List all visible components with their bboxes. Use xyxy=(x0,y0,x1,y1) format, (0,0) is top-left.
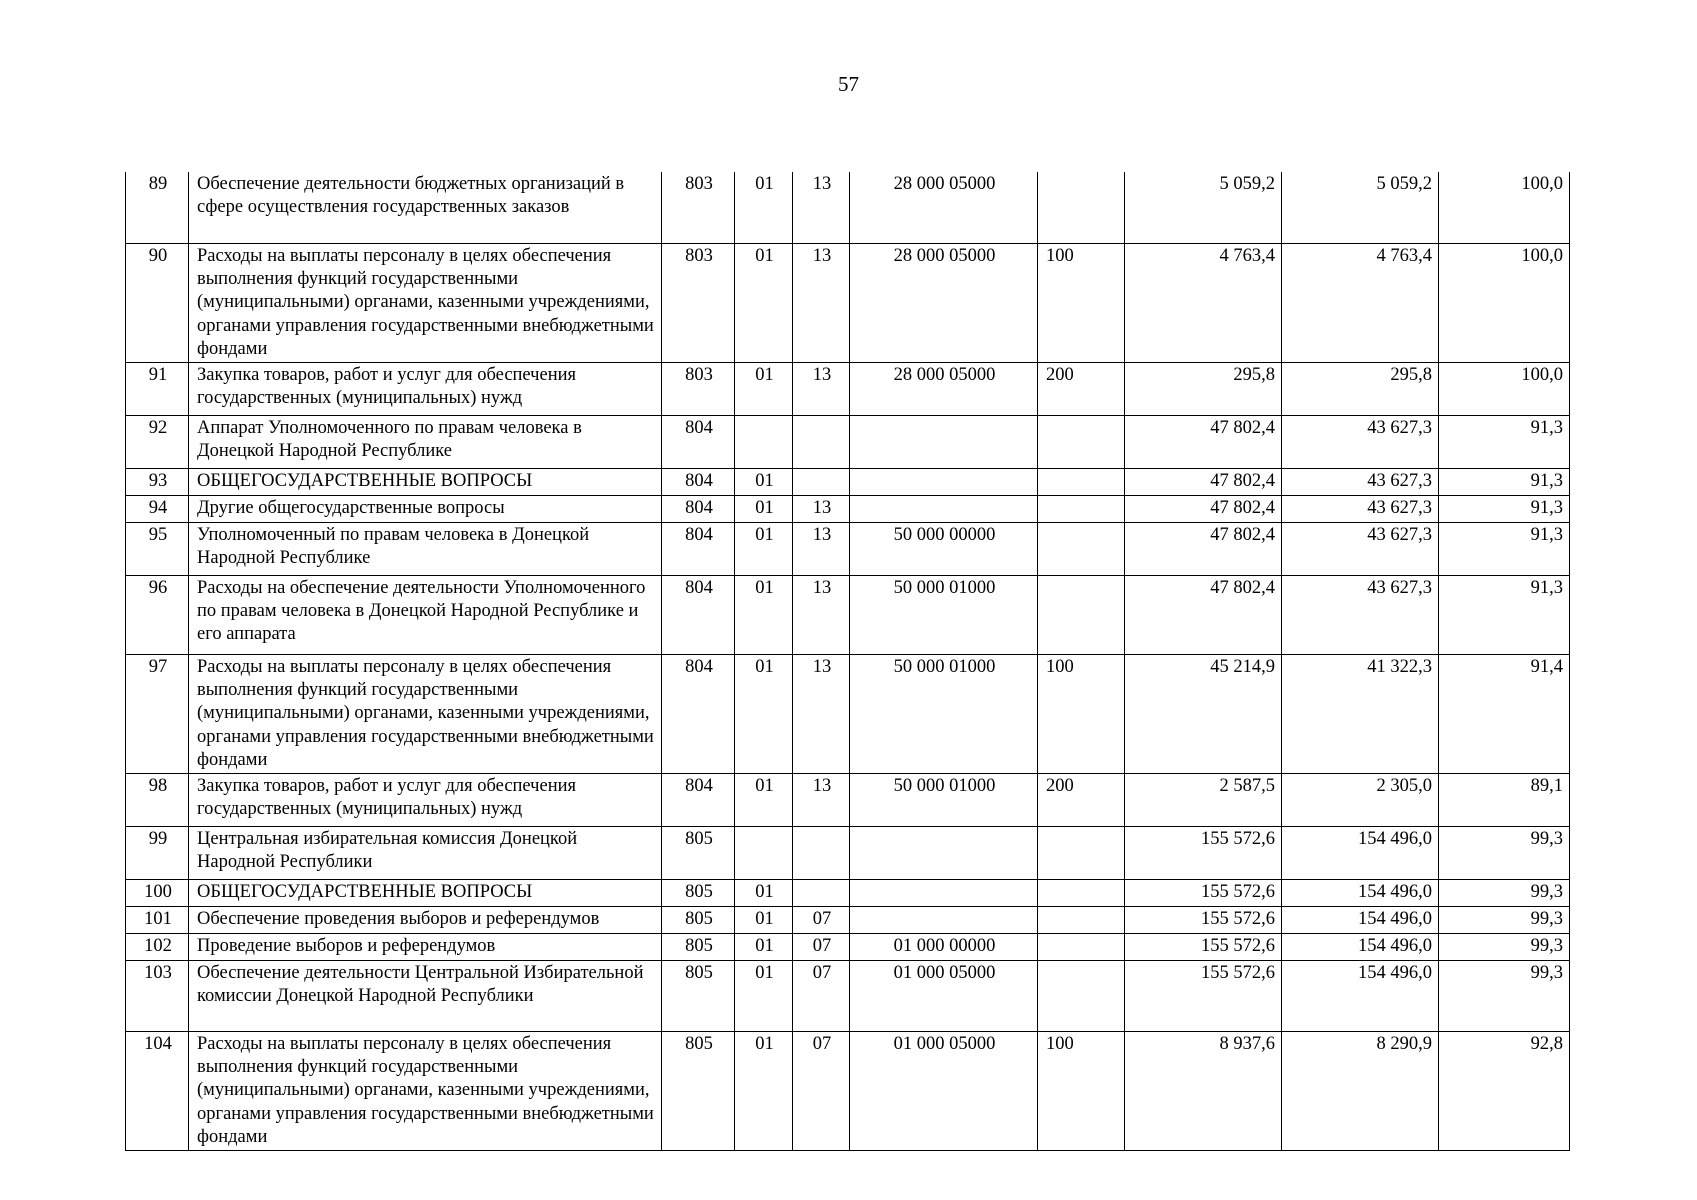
row-percent: 99,3 xyxy=(1439,960,1570,1031)
row-percent: 92,8 xyxy=(1439,1031,1570,1150)
row-number: 92 xyxy=(126,415,189,468)
table-row xyxy=(126,654,1570,773)
table-row xyxy=(126,243,1570,362)
row-expense-type xyxy=(1038,468,1125,495)
row-code: 805 xyxy=(662,906,735,933)
row-name: Расходы на выплаты персоналу в целях обеспечения выполнения функций государственными (муниципальными) органами, казенными учреждениями, органами управления государственными внебюджетными фондами xyxy=(189,1031,662,1150)
row-section: 01 xyxy=(735,172,793,243)
row-number: 101 xyxy=(126,906,189,933)
row-article: 01 000 05000 xyxy=(850,960,1038,1031)
row-subsection: 07 xyxy=(793,933,850,960)
row-code: 805 xyxy=(662,1031,735,1150)
row-article: 28 000 05000 xyxy=(850,243,1038,362)
row-article: 01 000 05000 xyxy=(850,1031,1038,1150)
table-row xyxy=(126,362,1570,415)
row-code: 803 xyxy=(662,362,735,415)
row-percent: 91,3 xyxy=(1439,415,1570,468)
row-subsection: 13 xyxy=(793,243,850,362)
row-code: 804 xyxy=(662,495,735,522)
table-row xyxy=(126,172,1570,243)
row-fact: 5 059,2 xyxy=(1282,172,1439,243)
table-row xyxy=(126,1031,1570,1150)
row-fact: 4 763,4 xyxy=(1282,243,1439,362)
row-percent: 100,0 xyxy=(1439,362,1570,415)
row-number: 100 xyxy=(126,879,189,906)
row-code: 803 xyxy=(662,243,735,362)
table-row xyxy=(126,415,1570,468)
table-row xyxy=(126,960,1570,1031)
row-plan: 155 572,6 xyxy=(1125,879,1282,906)
row-article: 28 000 05000 xyxy=(850,172,1038,243)
row-fact: 43 627,3 xyxy=(1282,415,1439,468)
row-percent: 99,3 xyxy=(1439,826,1570,879)
row-article: 50 000 01000 xyxy=(850,654,1038,773)
budget-table-body xyxy=(126,172,1570,1150)
row-name: Проведение выборов и референдумов xyxy=(189,933,662,960)
row-code: 805 xyxy=(662,960,735,1031)
row-plan: 4 763,4 xyxy=(1125,243,1282,362)
row-section: 01 xyxy=(735,522,793,575)
table-row xyxy=(126,575,1570,654)
row-section: 01 xyxy=(735,243,793,362)
row-subsection: 13 xyxy=(793,575,850,654)
row-section: 01 xyxy=(735,960,793,1031)
row-percent: 91,3 xyxy=(1439,575,1570,654)
row-fact: 154 496,0 xyxy=(1282,933,1439,960)
row-plan: 47 802,4 xyxy=(1125,522,1282,575)
row-code: 804 xyxy=(662,773,735,826)
row-plan: 47 802,4 xyxy=(1125,468,1282,495)
row-plan: 5 059,2 xyxy=(1125,172,1282,243)
row-article xyxy=(850,826,1038,879)
row-number: 97 xyxy=(126,654,189,773)
row-code: 805 xyxy=(662,826,735,879)
table-row xyxy=(126,522,1570,575)
row-plan: 155 572,6 xyxy=(1125,960,1282,1031)
row-percent: 99,3 xyxy=(1439,879,1570,906)
table-row xyxy=(126,773,1570,826)
row-percent: 91,3 xyxy=(1439,522,1570,575)
row-percent: 99,3 xyxy=(1439,933,1570,960)
row-name: Обеспечение деятельности бюджетных организаций в сфере осуществления государственных заказов xyxy=(189,172,662,243)
row-number: 89 xyxy=(126,172,189,243)
row-subsection: 07 xyxy=(793,960,850,1031)
row-subsection xyxy=(793,879,850,906)
table-row xyxy=(126,826,1570,879)
row-percent: 91,3 xyxy=(1439,468,1570,495)
row-section: 01 xyxy=(735,495,793,522)
table-row xyxy=(126,468,1570,495)
row-code: 804 xyxy=(662,468,735,495)
row-section: 01 xyxy=(735,654,793,773)
row-name: Аппарат Уполномоченного по правам человека в Донецкой Народной Республике xyxy=(189,415,662,468)
table-row xyxy=(126,495,1570,522)
row-name: Закупка товаров, работ и услуг для обеспечения государственных (муниципальных) нужд xyxy=(189,362,662,415)
row-fact: 43 627,3 xyxy=(1282,495,1439,522)
row-expense-type xyxy=(1038,879,1125,906)
row-section: 01 xyxy=(735,362,793,415)
row-article xyxy=(850,468,1038,495)
row-subsection xyxy=(793,468,850,495)
row-article: 50 000 01000 xyxy=(850,773,1038,826)
row-expense-type xyxy=(1038,575,1125,654)
row-expense-type xyxy=(1038,960,1125,1031)
row-number: 96 xyxy=(126,575,189,654)
row-code: 804 xyxy=(662,415,735,468)
row-code: 803 xyxy=(662,172,735,243)
row-section: 01 xyxy=(735,1031,793,1150)
row-subsection: 13 xyxy=(793,654,850,773)
row-fact: 154 496,0 xyxy=(1282,906,1439,933)
page-number: 57 xyxy=(838,72,859,96)
row-percent: 91,3 xyxy=(1439,495,1570,522)
row-section: 01 xyxy=(735,575,793,654)
row-expense-type xyxy=(1038,826,1125,879)
row-fact: 41 322,3 xyxy=(1282,654,1439,773)
row-expense-type xyxy=(1038,415,1125,468)
row-code: 805 xyxy=(662,879,735,906)
row-name: Закупка товаров, работ и услуг для обеспечения государственных (муниципальных) нужд xyxy=(189,773,662,826)
row-subsection: 13 xyxy=(793,773,850,826)
table-row xyxy=(126,879,1570,906)
row-plan: 155 572,6 xyxy=(1125,826,1282,879)
row-number: 95 xyxy=(126,522,189,575)
row-name: Расходы на выплаты персоналу в целях обеспечения выполнения функций государственными (муниципальными) органами, казенными учреждениями, органами управления государственными внебюджетными фондами xyxy=(189,243,662,362)
row-subsection: 13 xyxy=(793,495,850,522)
row-article: 28 000 05000 xyxy=(850,362,1038,415)
row-article xyxy=(850,906,1038,933)
table-row xyxy=(126,933,1570,960)
row-plan: 8 937,6 xyxy=(1125,1031,1282,1150)
row-name: Обеспечение деятельности Центральной Избирательной комиссии Донецкой Народной Республики xyxy=(189,960,662,1031)
row-fact: 154 496,0 xyxy=(1282,960,1439,1031)
budget-table xyxy=(125,172,1570,1151)
row-number: 94 xyxy=(126,495,189,522)
row-article: 50 000 00000 xyxy=(850,522,1038,575)
row-fact: 43 627,3 xyxy=(1282,575,1439,654)
row-section: 01 xyxy=(735,906,793,933)
row-plan: 47 802,4 xyxy=(1125,495,1282,522)
row-plan: 155 572,6 xyxy=(1125,933,1282,960)
row-name: Центральная избирательная комиссия Донецкой Народной Республики xyxy=(189,826,662,879)
row-section: 01 xyxy=(735,773,793,826)
row-subsection xyxy=(793,415,850,468)
row-fact: 43 627,3 xyxy=(1282,468,1439,495)
row-expense-type xyxy=(1038,522,1125,575)
row-subsection: 07 xyxy=(793,906,850,933)
row-expense-type: 200 xyxy=(1038,773,1125,826)
row-expense-type: 200 xyxy=(1038,362,1125,415)
row-fact: 8 290,9 xyxy=(1282,1031,1439,1150)
row-name: Другие общегосударственные вопросы xyxy=(189,495,662,522)
row-code: 805 xyxy=(662,933,735,960)
row-code: 804 xyxy=(662,575,735,654)
row-section: 01 xyxy=(735,468,793,495)
row-code: 804 xyxy=(662,654,735,773)
row-number: 104 xyxy=(126,1031,189,1150)
row-expense-type: 100 xyxy=(1038,243,1125,362)
row-subsection: 13 xyxy=(793,172,850,243)
row-number: 90 xyxy=(126,243,189,362)
row-name: ОБЩЕГОСУДАРСТВЕННЫЕ ВОПРОСЫ xyxy=(189,468,662,495)
row-plan: 2 587,5 xyxy=(1125,773,1282,826)
row-expense-type xyxy=(1038,906,1125,933)
row-name: Обеспечение проведения выборов и референдумов xyxy=(189,906,662,933)
row-number: 99 xyxy=(126,826,189,879)
row-article: 50 000 01000 xyxy=(850,575,1038,654)
row-percent: 91,4 xyxy=(1439,654,1570,773)
row-name: ОБЩЕГОСУДАРСТВЕННЫЕ ВОПРОСЫ xyxy=(189,879,662,906)
row-plan: 45 214,9 xyxy=(1125,654,1282,773)
row-number: 102 xyxy=(126,933,189,960)
row-name: Расходы на обеспечение деятельности Уполномоченного по правам человека в Донецкой Народной Республике и его аппарата xyxy=(189,575,662,654)
row-number: 91 xyxy=(126,362,189,415)
row-number: 93 xyxy=(126,468,189,495)
row-subsection: 13 xyxy=(793,522,850,575)
row-section: 01 xyxy=(735,879,793,906)
row-percent: 99,3 xyxy=(1439,906,1570,933)
row-expense-type xyxy=(1038,495,1125,522)
row-expense-type: 100 xyxy=(1038,654,1125,773)
row-percent: 100,0 xyxy=(1439,172,1570,243)
row-subsection: 13 xyxy=(793,362,850,415)
row-number: 103 xyxy=(126,960,189,1031)
row-article xyxy=(850,495,1038,522)
row-number: 98 xyxy=(126,773,189,826)
row-article xyxy=(850,879,1038,906)
row-fact: 154 496,0 xyxy=(1282,826,1439,879)
row-article xyxy=(850,415,1038,468)
row-code: 804 xyxy=(662,522,735,575)
row-expense-type xyxy=(1038,933,1125,960)
row-fact: 295,8 xyxy=(1282,362,1439,415)
row-article: 01 000 00000 xyxy=(850,933,1038,960)
row-percent: 100,0 xyxy=(1439,243,1570,362)
row-name: Расходы на выплаты персоналу в целях обеспечения выполнения функций государственными (муниципальными) органами, казенными учреждениями, органами управления государственными внебюджетными фондами xyxy=(189,654,662,773)
row-fact: 154 496,0 xyxy=(1282,879,1439,906)
row-fact: 43 627,3 xyxy=(1282,522,1439,575)
table-row xyxy=(126,906,1570,933)
row-section xyxy=(735,415,793,468)
row-plan: 295,8 xyxy=(1125,362,1282,415)
row-subsection: 07 xyxy=(793,1031,850,1150)
row-subsection xyxy=(793,826,850,879)
row-expense-type xyxy=(1038,172,1125,243)
row-plan: 47 802,4 xyxy=(1125,415,1282,468)
row-fact: 2 305,0 xyxy=(1282,773,1439,826)
row-expense-type: 100 xyxy=(1038,1031,1125,1150)
row-name: Уполномоченный по правам человека в Донецкой Народной Республике xyxy=(189,522,662,575)
row-section: 01 xyxy=(735,933,793,960)
row-section xyxy=(735,826,793,879)
row-plan: 155 572,6 xyxy=(1125,906,1282,933)
row-plan: 47 802,4 xyxy=(1125,575,1282,654)
row-percent: 89,1 xyxy=(1439,773,1570,826)
